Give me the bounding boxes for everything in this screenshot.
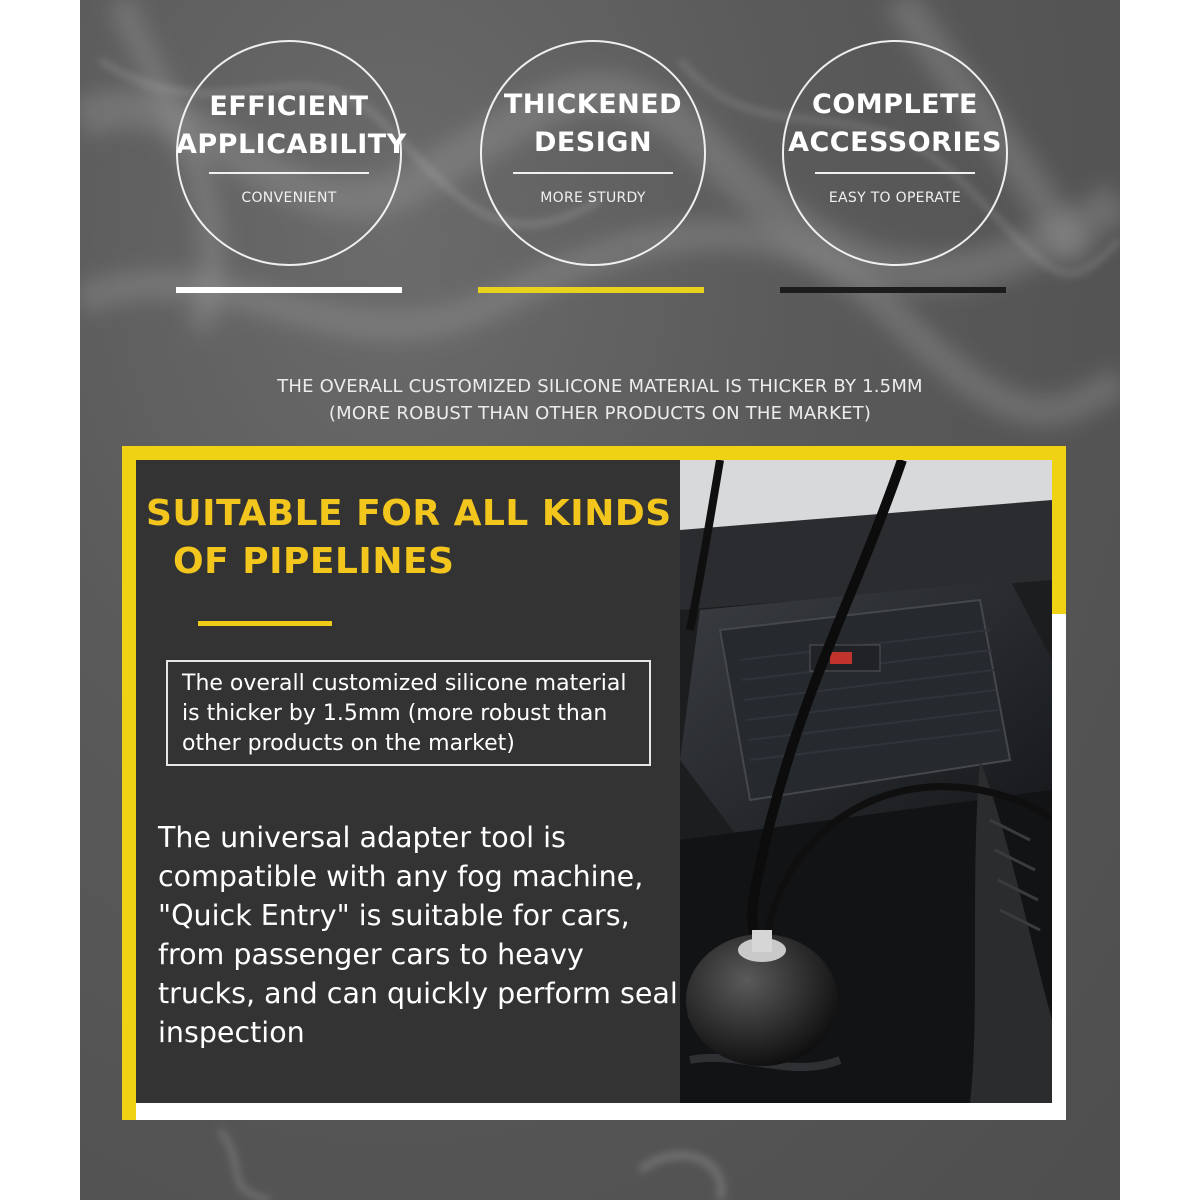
- feature-bar-yellow: [478, 287, 704, 293]
- caption-line1: THE OVERALL CUSTOMIZED SILICONE MATERIAL IS THICKER BY 1.5MM: [277, 376, 923, 397]
- feature-title: [782, 86, 1008, 162]
- feature-title: [480, 86, 706, 162]
- feature-title: [176, 88, 407, 164]
- feature-bar-white: [176, 287, 402, 293]
- feature-divider: [209, 172, 369, 174]
- panel-yellow-border-left: [122, 446, 136, 1120]
- feature-subtitle: CONVENIENT: [241, 190, 337, 206]
- feature-divider: [513, 172, 673, 174]
- panel-description: The universal adapter tool is compatible with any fog machine, "Quick Entry" is suitable for cars, from passenger cars to heavy trucks, and can quickly perform seal inspection: [158, 821, 678, 1049]
- feature-title-line2: DESIGN: [533, 127, 653, 158]
- feature-subtitle: MORE STURDY: [540, 190, 646, 206]
- engine-bay-illustration: [680, 460, 1052, 1103]
- caption-line2: (MORE ROBUST THAN OTHER PRODUCTS ON THE MARKET): [328, 403, 872, 424]
- feature-efficient-applicability: [176, 40, 407, 266]
- panel-yellow-border-top: [122, 446, 1066, 460]
- feature-bar-black: [780, 287, 1006, 293]
- panel-headline: [146, 490, 680, 586]
- feature-complete-accessories: [782, 40, 1008, 266]
- feature-title-line1: THICKENED: [503, 89, 683, 120]
- headline-line2: OF PIPELINES: [173, 541, 455, 582]
- engine-photo: [680, 460, 1052, 1103]
- panel-yellow-border-right: [1052, 446, 1066, 614]
- panel-text-box: [136, 460, 680, 1103]
- pipeline-panel: [122, 446, 1066, 1120]
- feature-title-line2: APPLICABILITY: [176, 129, 407, 160]
- feature-subtitle: EASY TO OPERATE: [828, 190, 962, 206]
- material-note: The overall customized silicone material is thicker by 1.5mm (more robust than other products on the market): [166, 660, 651, 766]
- feature-title-line1: EFFICIENT: [209, 91, 369, 122]
- feature-divider: [815, 172, 975, 174]
- feature-title-line1: COMPLETE: [812, 89, 978, 120]
- product-banner: [80, 0, 1120, 1200]
- headline-underline: [198, 621, 332, 626]
- headline-line1: SUITABLE FOR ALL KINDS: [146, 493, 672, 534]
- feature-title-line2: ACCESSORIES: [788, 127, 1002, 158]
- feature-thickened-design: [480, 40, 706, 266]
